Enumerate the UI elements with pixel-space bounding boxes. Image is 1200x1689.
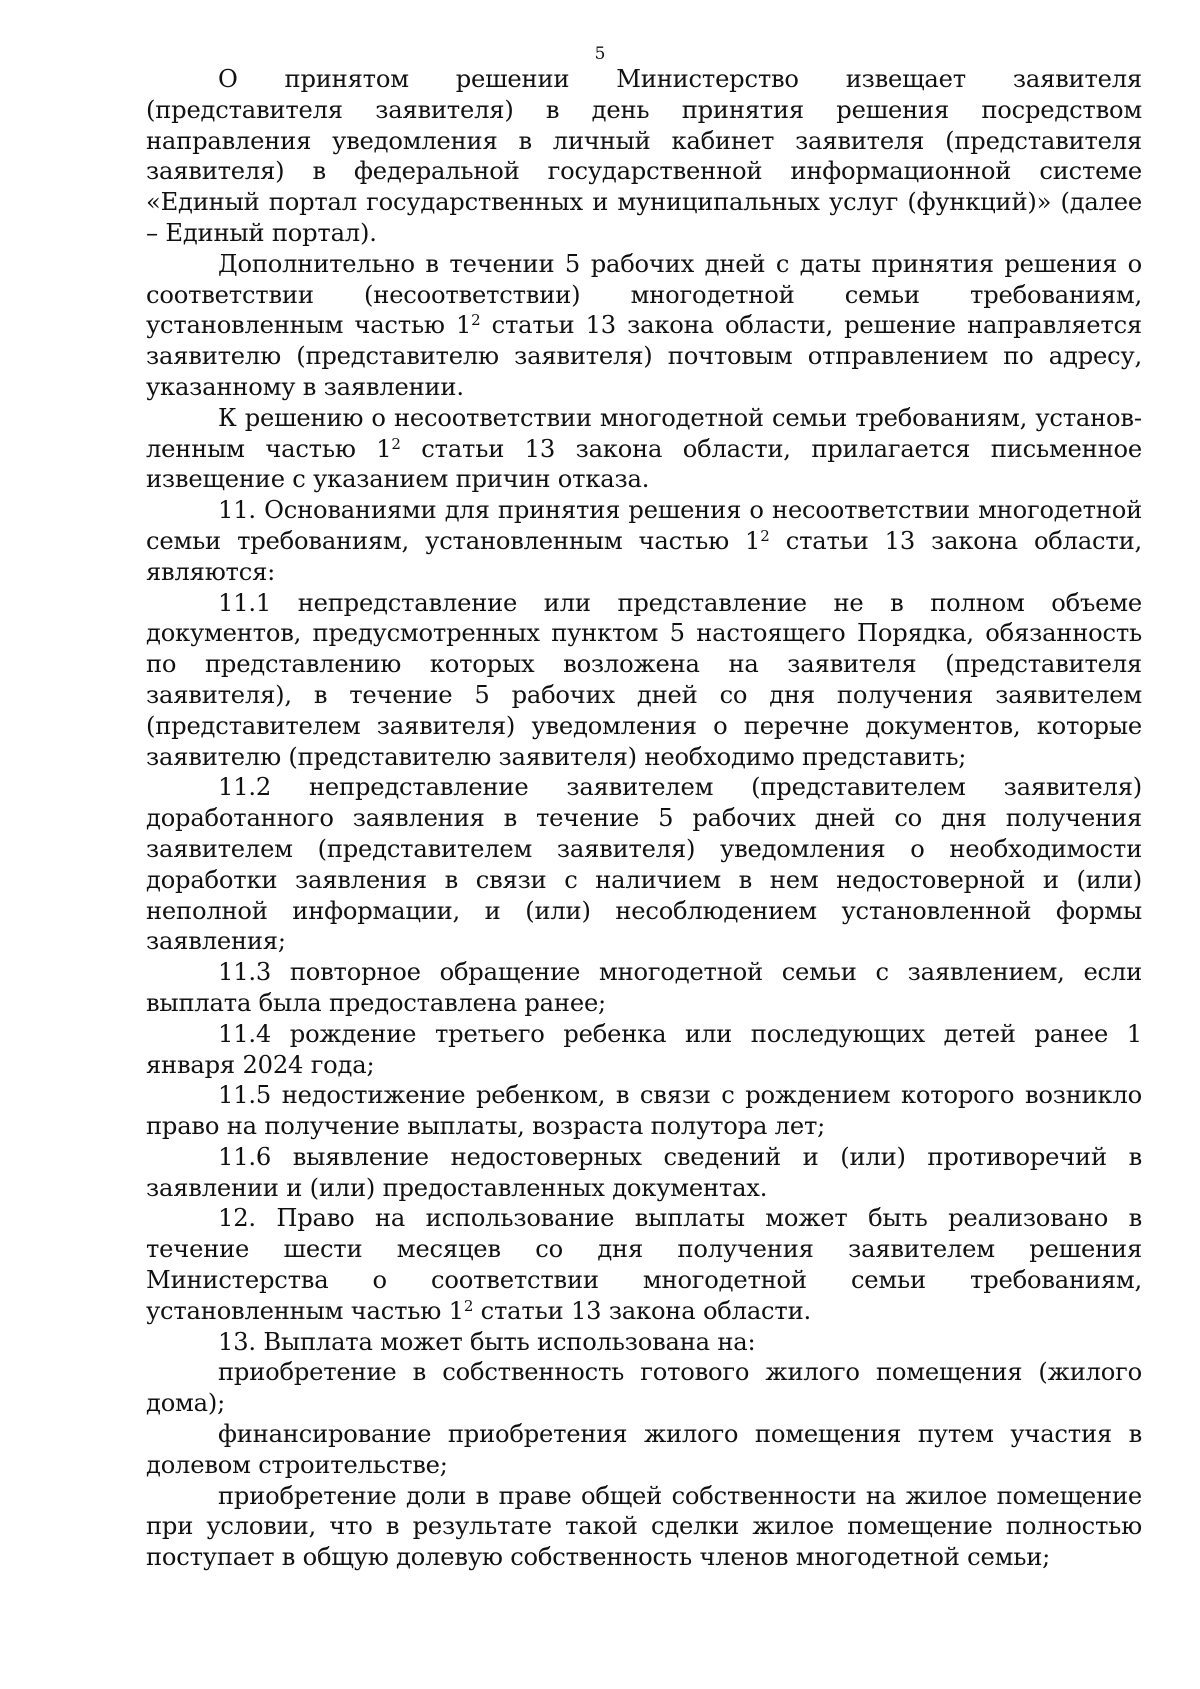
paragraph-item-11-6: 11.6 выявление недостоверных сведений и (или) противоречий в заявлении и (или) предоставленных документах.: [146, 1142, 1142, 1202]
paragraph-item-11: [146, 495, 1142, 587]
paragraph-text: К решению о несоответствии многодетной семьи требованиям, установленным частью 1: [146, 403, 1142, 463]
paragraph-postal-notice: [146, 249, 1142, 403]
paragraph-use-shared-construction: финансирование приобретения жилого помещения путем участия в долевом строительстве;: [146, 1420, 1142, 1479]
paragraph-item-11-5: 11.5 недостижение ребенком, в связи с рождением которого возникло право на получение выплаты, возраста полутора лет;: [146, 1081, 1142, 1141]
paragraph-item-13: 13. Выплата может быть использована на:: [218, 1327, 756, 1356]
superscript: 2: [463, 1296, 474, 1315]
superscript: 2: [471, 311, 481, 330]
paragraph-refusal-notice: [146, 403, 1142, 495]
paragraph-item-11-1: 11.1 непредставление или представление не в полном объеме документов, предусмотренных пунктом 5 настоящего Порядка, обязанность по представлению которых возложена на заявителя (представителя заявителя), в течение 5 рабочих дней со дня получения заявителем (представителем заявителя) уведомления о перечне документов, которые заявителю (представителю заявителя) необходимо представить;: [146, 588, 1142, 771]
paragraph-item-11-2: 11.2 непредставление заявителем (представителем заявителя) доработанного заявления в течение 5 рабочих дней со дня получения заявителем (представителем заявителя) уведомления о необходимости доработки заявления в связи с наличием в нем недостоверной и (или) неполной информации, и (или) несоблюдением установленной формы заявления;: [146, 773, 1142, 956]
paragraph-use-share-purchase: приобретение доли в праве общей собственности на жилое помещение при условии, что в результате такой сделки жилое помещение полностью поступает в общую долевую собственность членов многодетной семьи;: [146, 1481, 1142, 1572]
paragraph-item-11-3: 11.3 повторное обращение многодетной семьи с заявлением, если выплата была предоставлена ранее;: [146, 958, 1142, 1017]
paragraph-item-11-4: 11.4 рождение третьего ребенка или последующих детей ранее 1 января 2024 года;: [146, 1019, 1142, 1079]
document-body: [146, 64, 1142, 1573]
paragraph-text: статьи 13 закона области.: [473, 1296, 811, 1325]
paragraph-text: статьи 13 закона области, прилагается письменное извещение с указанием причин отказа.: [146, 434, 1142, 494]
paragraph-text: статьи 13 закона области, являются:: [146, 526, 1142, 586]
superscript: 2: [760, 526, 770, 545]
paragraph-text: 12. Право на использование выплаты может быть реализовано в течение шести месяцев со дня получения заявителем решения Министерства о соответствии многодетной семьи требованиям, установленным частью 1: [146, 1204, 1142, 1325]
paragraph-text: статьи 13 закона области, решение направляется заявителю (представителю заявителя) почтовым отправлением по адресу, указанному в заявлении.: [146, 311, 1142, 401]
paragraph-use-purchase: приобретение в собственность готового жилого помещения (жилого дома);: [146, 1358, 1142, 1418]
paragraph-decision-notice: О принятом решении Министерство извещает заявителя (представителя заявителя) в день принятия решения посредством направления уведомления в личный кабинет заявителя (представителя заявителя) в федеральной государственной информационной системе «Единый портал государственных и муниципальных услуг (функций)» (далее – Единый портал).: [146, 65, 1142, 247]
superscript: 2: [391, 434, 401, 453]
paragraph-text: Дополнительно в течении 5 рабочих дней с даты принятия решения о соответствии (несоответствии) многодетной семьи требованиям, установленным частью 1: [146, 249, 1142, 340]
paragraph-text: 11. Основаниями для принятия решения о несоответствии многодетной семьи требованиям, установленным частью 1: [146, 496, 1142, 555]
page-number: 5: [594, 44, 606, 64]
paragraph-item-12: [146, 1203, 1142, 1326]
